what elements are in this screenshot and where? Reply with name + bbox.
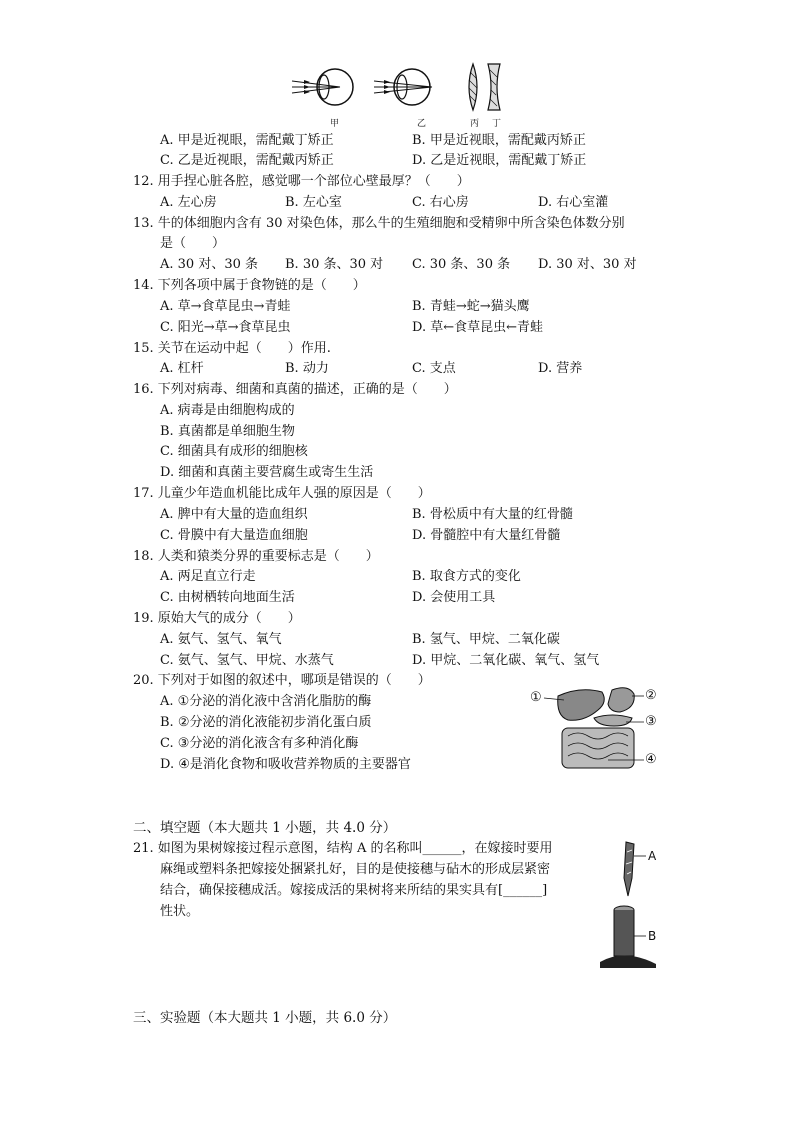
- q16-option-c: C. 细菌具有成形的细胞核: [160, 444, 308, 459]
- q15-option-c: C. 支点: [412, 361, 456, 376]
- q11-option-b: B. 甲是近视眼，需配戴丙矫正: [412, 133, 586, 148]
- scion-icon: [624, 842, 634, 896]
- eye-lens-figure: [290, 62, 505, 124]
- q19-option-a: A. 氨气、氢气、氧气: [160, 632, 282, 647]
- q14-option-d: D. 草←食草昆虫←青蛙: [412, 320, 544, 335]
- figure-label-jia: 甲: [330, 119, 340, 129]
- q11-option-d: D. 乙是近视眼，需配戴丁矫正: [412, 153, 587, 168]
- digestive-label-4: ④: [645, 752, 657, 767]
- q17-option-b: B. 骨松质中有大量的红骨髓: [412, 507, 573, 522]
- q17-option-c: C. 骨膜中有大量造血细胞: [160, 528, 308, 543]
- stomach-icon: [608, 688, 634, 712]
- grafting-label-a: A: [648, 849, 657, 863]
- q12-option-d: D. 右心室灌: [538, 195, 609, 210]
- q14-option-b: B. 青蛙→蛇→猫头鹰: [412, 299, 530, 314]
- q20-stem: 20. 下列对于如图的叙述中，哪项是错误的（ ）: [133, 673, 431, 688]
- q13-stem-line1: 13. 牛的体细胞内含有 30 对染色体，那么牛的生殖细胞和受精卵中所含染色体数分别: [133, 216, 625, 231]
- eye-yi-icon: [374, 69, 432, 105]
- q19-option-c: C. 氨气、氢气、甲烷、水蒸气: [160, 653, 334, 668]
- q19-option-d: D. 甲烷、二氧化碳、氧气、氢气: [412, 653, 600, 668]
- q14-option-a: A. 草→食草昆虫→青蛙: [160, 299, 291, 314]
- intestine-icon: [562, 728, 634, 768]
- q16-option-b: B. 真菌都是单细胞生物: [160, 424, 295, 439]
- q11-option-a: A. 甲是近视眼，需配戴丁矫正: [160, 133, 334, 148]
- q12-stem: 12. 用手捏心脏各腔，感觉哪一个部位心壁最厚？（ ）: [133, 174, 470, 189]
- q15-stem: 15. 关节在运动中起（ ）作用.: [133, 341, 331, 356]
- q20-option-b: B. ②分泌的消化液能初步消化蛋白质: [160, 715, 372, 730]
- q17-option-a: A. 脾中有大量的造血组织: [160, 507, 308, 522]
- digestive-label-3: ③: [645, 714, 657, 729]
- q16-stem: 16. 下列对病毒、细菌和真菌的描述，正确的是（ ）: [133, 382, 457, 397]
- q20-option-d: D. ④是消化食物和吸收营养物质的主要器官: [160, 757, 411, 772]
- section3-title: 三、实验题（本大题共 1 小题，共 6.0 分）: [133, 1010, 397, 1026]
- q19-stem: 19. 原始大气的成分（ ）: [133, 611, 301, 626]
- q18-option-a: A. 两足直立行走: [160, 569, 256, 584]
- q19-option-b: B. 氢气、甲烷、二氧化碳: [412, 632, 560, 647]
- q13-stem-line2: 是（ ）: [160, 236, 226, 251]
- q13-option-b: B. 30 条、30 对: [285, 257, 384, 272]
- q18-stem: 18. 人类和猿类分界的重要标志是（ ）: [133, 549, 379, 564]
- q12-option-c: C. 右心房: [412, 195, 469, 210]
- figure-label-ding: 丁: [492, 119, 502, 129]
- q14-option-c: C. 阳光→草→食草昆虫: [160, 320, 291, 335]
- q21-line4: 性状。: [160, 904, 200, 919]
- convex-lens-icon: [469, 64, 477, 110]
- q17-option-d: D. 骨髓腔中有大量红骨髓: [412, 528, 561, 543]
- concave-lens-icon: [488, 64, 500, 110]
- q12-option-b: B. 左心室: [285, 195, 342, 210]
- pancreas-icon: [594, 715, 632, 726]
- q21-line2: 麻绳或塑料条把嫁接处捆紧扎好，目的是使接穗与砧木的形成层紧密: [160, 862, 551, 877]
- q16-option-d: D. 细菌和真菌主要营腐生或寄生生活: [160, 465, 374, 480]
- section2-title: 二、填空题（本大题共 1 小题，共 4.0 分）: [133, 820, 397, 836]
- q15-option-a: A. 杠杆: [160, 361, 204, 376]
- grafting-label-b: B: [648, 929, 657, 943]
- eye-jia-icon: [292, 69, 353, 105]
- q16-option-a: A. 病毒是由细胞构成的: [160, 403, 295, 418]
- q15-option-d: D. 营养: [538, 361, 583, 376]
- q11-option-c: C. 乙是近视眼，需配戴丙矫正: [160, 153, 334, 168]
- figure-label-bing: 丙: [470, 119, 480, 129]
- q17-stem: 17. 儿童少年造血机能比成年人强的原因是（ ）: [133, 486, 431, 501]
- q14-stem: 14. 下列各项中属于食物链的是（ ）: [133, 278, 366, 293]
- digestive-label-1: ①: [530, 690, 542, 705]
- q15-option-b: B. 动力: [285, 361, 329, 376]
- q18-option-c: C. 由树栖转向地面生活: [160, 590, 295, 605]
- q18-option-b: B. 取食方式的变化: [412, 569, 521, 584]
- q18-option-d: D. 会使用工具: [412, 590, 496, 605]
- q20-option-a: A. ①分泌的消化液中含消化脂肪的酶: [160, 694, 372, 709]
- digestive-label-2: ②: [645, 688, 657, 703]
- figure-label-yi: 乙: [417, 119, 427, 129]
- liver-icon: [558, 690, 605, 721]
- q21-line3: 结合，确保接穗成活。嫁接成活的果树将来所结的果实具有[______]: [160, 883, 548, 898]
- q20-option-c: C. ③分泌的消化液含有多种消化酶: [160, 736, 359, 751]
- q13-option-c: C. 30 条、30 条: [412, 257, 511, 272]
- q21-line1: 21. 如图为果树嫁接过程示意图，结构 A 的名称叫______，在嫁接时要用: [133, 841, 553, 856]
- q13-option-a: A. 30 对、30 条: [160, 257, 259, 272]
- q12-option-a: A. 左心房: [160, 195, 217, 210]
- q13-option-d: D. 30 对、30 对: [538, 257, 637, 272]
